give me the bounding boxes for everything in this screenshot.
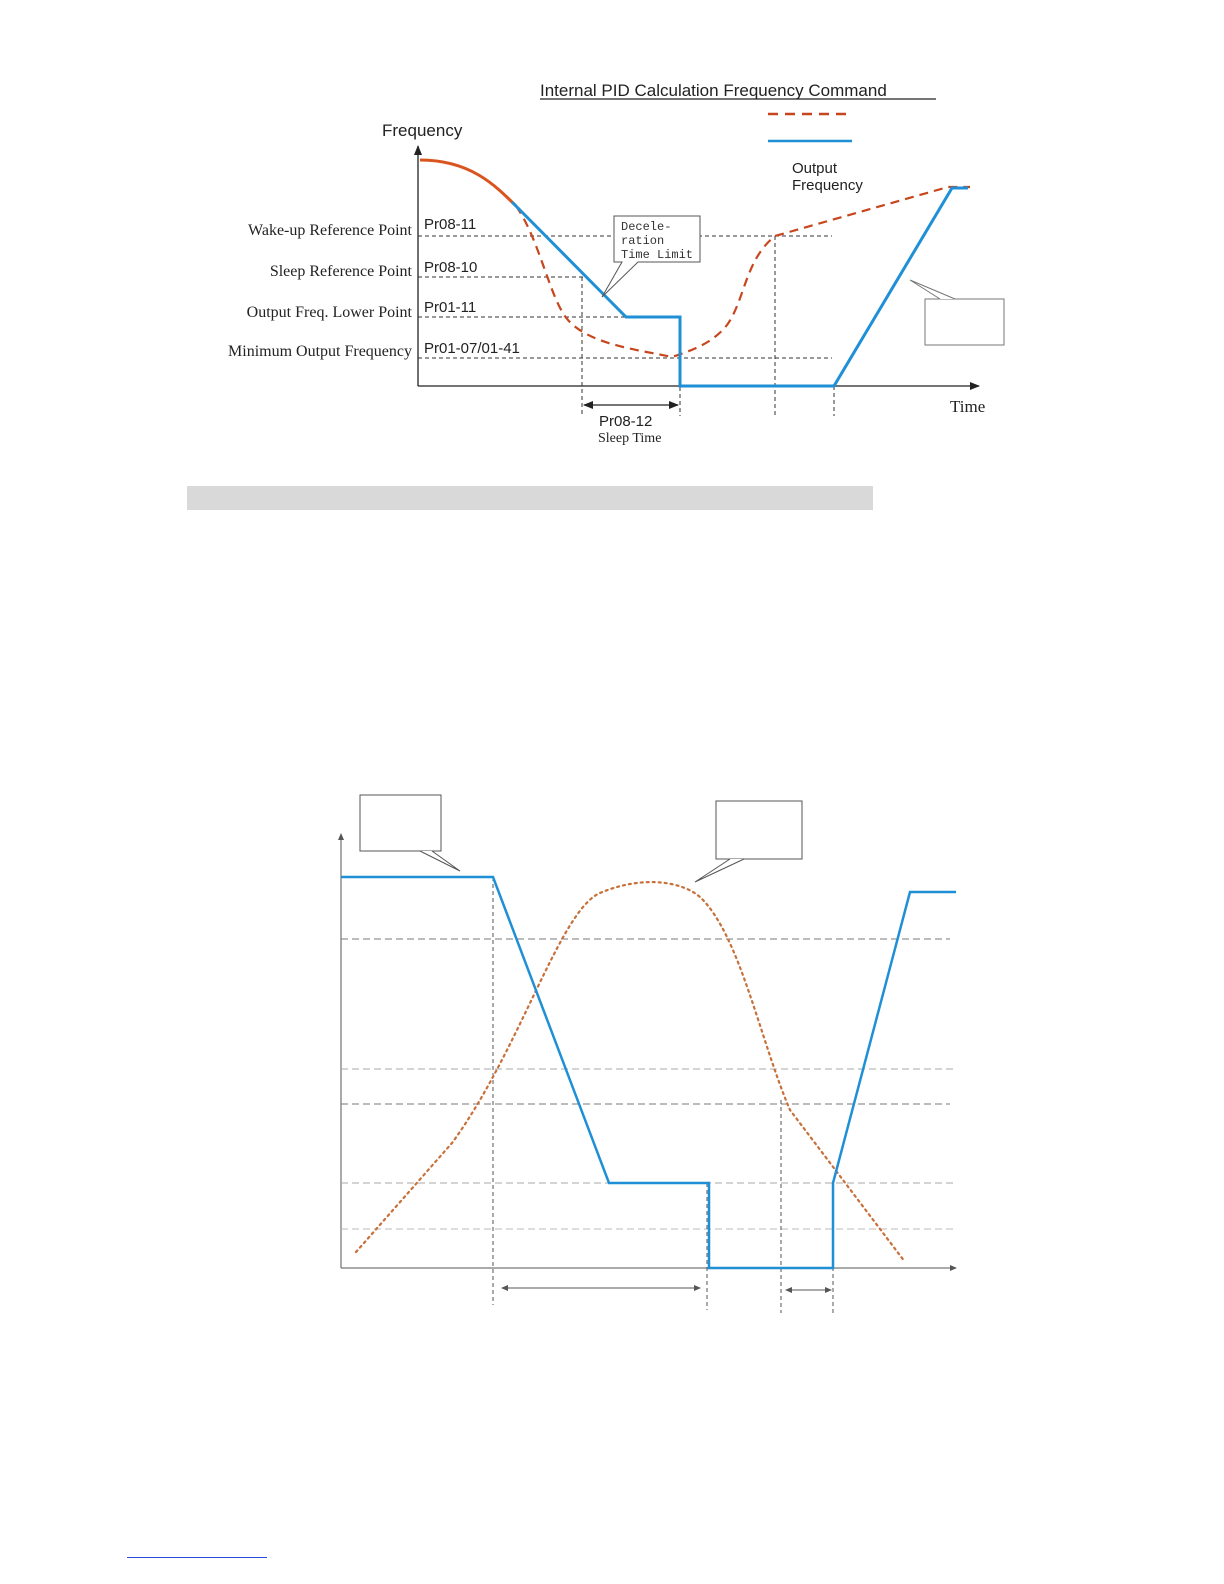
level-label-lower-point: Output Freq. Lower Point [246, 304, 412, 321]
feedback-sleep-diagram [341, 795, 956, 1315]
sleep-wake-diagram [228, 81, 1004, 446]
output-frequency-curve [512, 188, 968, 386]
output-frequency-curve-2 [341, 877, 956, 1268]
level-label-min-output: Minimum Output Frequency [228, 343, 412, 360]
callout-pointer-right [695, 859, 744, 882]
param-label-min-output: Pr01-07/01-41 [424, 340, 520, 357]
decel-callout-line1: Decele- [621, 220, 672, 234]
param-label-lower-point: Pr01-11 [424, 299, 477, 316]
callout-box-left [360, 795, 441, 851]
legend-output-label-line1: Output [792, 160, 838, 177]
pid-command-initial-curve [420, 160, 516, 206]
legend-output-label-line2: Frequency [792, 177, 863, 194]
right-callout-box [925, 299, 1004, 345]
callout-box-right [716, 801, 802, 859]
decel-callout-line3: Time Limit [621, 248, 694, 262]
y-axis-label: Frequency [382, 121, 463, 140]
sleep-time-param: Pr08-12 [599, 413, 653, 430]
level-label-wakeup: Wake-up Reference Point [248, 222, 412, 239]
param-label-sleep: Pr08-10 [424, 259, 478, 276]
right-callout-pointer [910, 280, 955, 299]
level-label-sleep: Sleep Reference Point [269, 263, 412, 280]
x-axis-label: Time [950, 397, 986, 416]
diagram-title: Internal PID Calculation Frequency Command [540, 81, 887, 100]
decel-callout-line2: ration [621, 234, 665, 248]
param-label-wakeup: Pr08-11 [424, 216, 477, 233]
sleep-time-label: Sleep Time [598, 431, 662, 446]
vertical-lines-2 [493, 877, 833, 1315]
reference-lines-2 [341, 939, 955, 1229]
callout-pointer-left [420, 851, 460, 871]
